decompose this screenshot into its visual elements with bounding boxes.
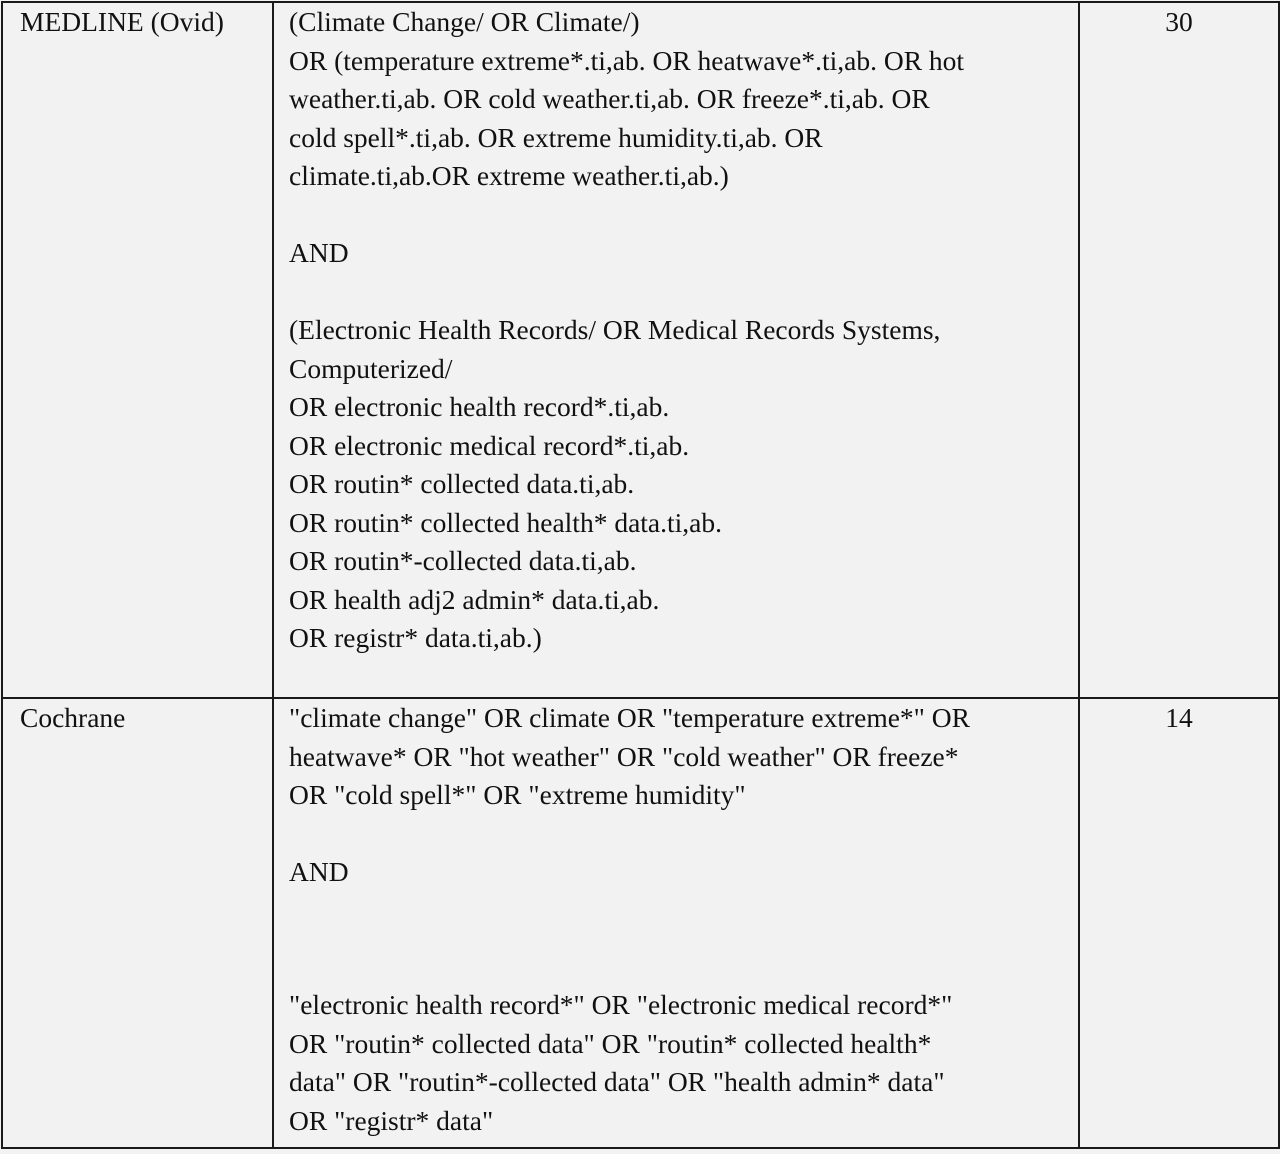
search-line: weather.ti,ab. OR cold weather.ti,ab. OR freeze*.ti,ab. OR: [289, 83, 930, 114]
search-line: OR routin* collected data.ti,ab.: [289, 468, 635, 499]
search-line: OR electronic health record*.ti,ab.: [289, 391, 670, 422]
search-line: Computerized/: [289, 352, 453, 384]
search-line: OR "cold spell*" OR "extreme humidity": [289, 779, 746, 810]
boolean-operator: AND: [289, 856, 349, 887]
database-name: Cochrane: [20, 702, 126, 733]
results-cell: [1079, 2, 1279, 698]
search-line: OR "routin* collected data" OR "routin* collected health*: [289, 1027, 932, 1059]
search-line: data" OR "routin*-collected data" OR "health admin* data": [289, 1066, 945, 1097]
search-line: heatwave* OR "hot weather" OR "cold weather" OR freeze*: [289, 740, 959, 772]
search-line: OR electronic medical record*.ti,ab.: [289, 429, 690, 461]
results-cell: [1079, 698, 1279, 1148]
search-string-cell: [273, 2, 1079, 698]
search-line: OR health adj2 admin* data.ti,ab.: [289, 583, 660, 615]
search-line: OR (temperature extreme*.ti,ab. OR heatwave*.ti,ab. OR hot: [289, 44, 965, 76]
results-count: 14: [1165, 702, 1193, 733]
search-strategy-table: [1, 1, 1280, 1149]
search-line: "climate change" OR climate OR "temperature extreme*" OR: [289, 702, 970, 733]
table-row: [2, 2, 1279, 698]
boolean-operator: AND: [289, 237, 349, 268]
search-line: OR registr* data.ti,ab.): [289, 622, 542, 653]
database-cell: [2, 698, 273, 1148]
search-line: cold spell*.ti,ab. OR extreme humidity.ti,ab. OR: [289, 121, 823, 153]
database-name: MEDLINE (Ovid): [20, 6, 224, 37]
search-line: OR "registr* data": [289, 1104, 494, 1136]
search-line: "electronic health record*" OR "electronic medical record*": [289, 989, 953, 1020]
search-string-cell: [273, 698, 1079, 1148]
search-line: OR routin*-collected data.ti,ab.: [289, 545, 637, 576]
search-line: (Electronic Health Records/ OR Medical Records Systems,: [289, 314, 941, 345]
search-line: OR routin* collected health* data.ti,ab.: [289, 506, 722, 538]
table-row: [2, 698, 1279, 1148]
results-count: 30: [1165, 6, 1193, 37]
search-line: climate.ti,ab.OR extreme weather.ti,ab.): [289, 160, 729, 191]
database-cell: [2, 2, 273, 698]
search-line: (Climate Change/ OR Climate/): [289, 6, 640, 37]
